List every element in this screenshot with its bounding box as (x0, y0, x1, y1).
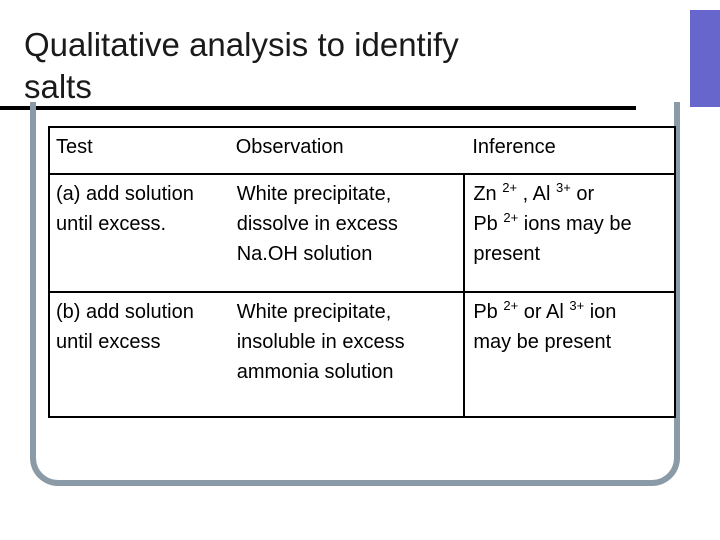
inference-cell (464, 174, 675, 292)
table-header-row (49, 127, 675, 174)
inference-line (473, 209, 668, 239)
table-row (49, 174, 675, 292)
ion-pb: Pb (473, 212, 498, 235)
ion-al: or Al (518, 300, 564, 323)
test-cell (49, 174, 230, 292)
observation-line: ammonia solution (236, 360, 394, 383)
conjunction: or (570, 182, 595, 205)
inference-cell (464, 292, 675, 417)
charge: 2+ (503, 297, 519, 313)
test-line: until excess. (56, 212, 167, 235)
inference-line (473, 179, 668, 209)
inference-line: present (473, 242, 541, 265)
header-observation: Observation (230, 127, 465, 174)
ion-al: , Al (517, 182, 551, 205)
charge: 3+ (569, 297, 585, 313)
test-line: (a) add solution (56, 182, 194, 205)
observation-cell (230, 174, 465, 292)
title-area (0, 10, 690, 107)
charge: 2+ (503, 209, 519, 225)
salt-analysis-table (48, 126, 676, 418)
ion-zn: Zn (473, 182, 497, 205)
test-cell (49, 292, 230, 417)
header-test: Test (49, 127, 230, 174)
slide-title-line-1: Qualitative analysis to identify (24, 26, 459, 63)
test-line: until excess (56, 330, 161, 353)
ion-pb: Pb (473, 300, 498, 323)
charge: 2+ (502, 179, 518, 195)
inference-line (473, 297, 668, 327)
charge: 3+ (556, 179, 571, 195)
table-row (49, 292, 675, 417)
observation-line: Na.OH solution (236, 242, 373, 265)
inference-text: ion (584, 300, 617, 323)
observation-line: insoluble in excess (236, 330, 405, 353)
header-inference: Inference (464, 127, 675, 174)
observation-line: White precipitate, (236, 300, 392, 323)
inference-line: may be present (473, 330, 612, 353)
observation-cell (230, 292, 465, 417)
test-line: (b) add solution (56, 300, 194, 323)
slide-title (24, 24, 644, 108)
inference-text: ions may be (518, 212, 632, 235)
observation-line: dissolve in excess (236, 212, 398, 235)
observation-line: White precipitate, (236, 182, 392, 205)
slide-title-line-2: salts (24, 68, 92, 105)
